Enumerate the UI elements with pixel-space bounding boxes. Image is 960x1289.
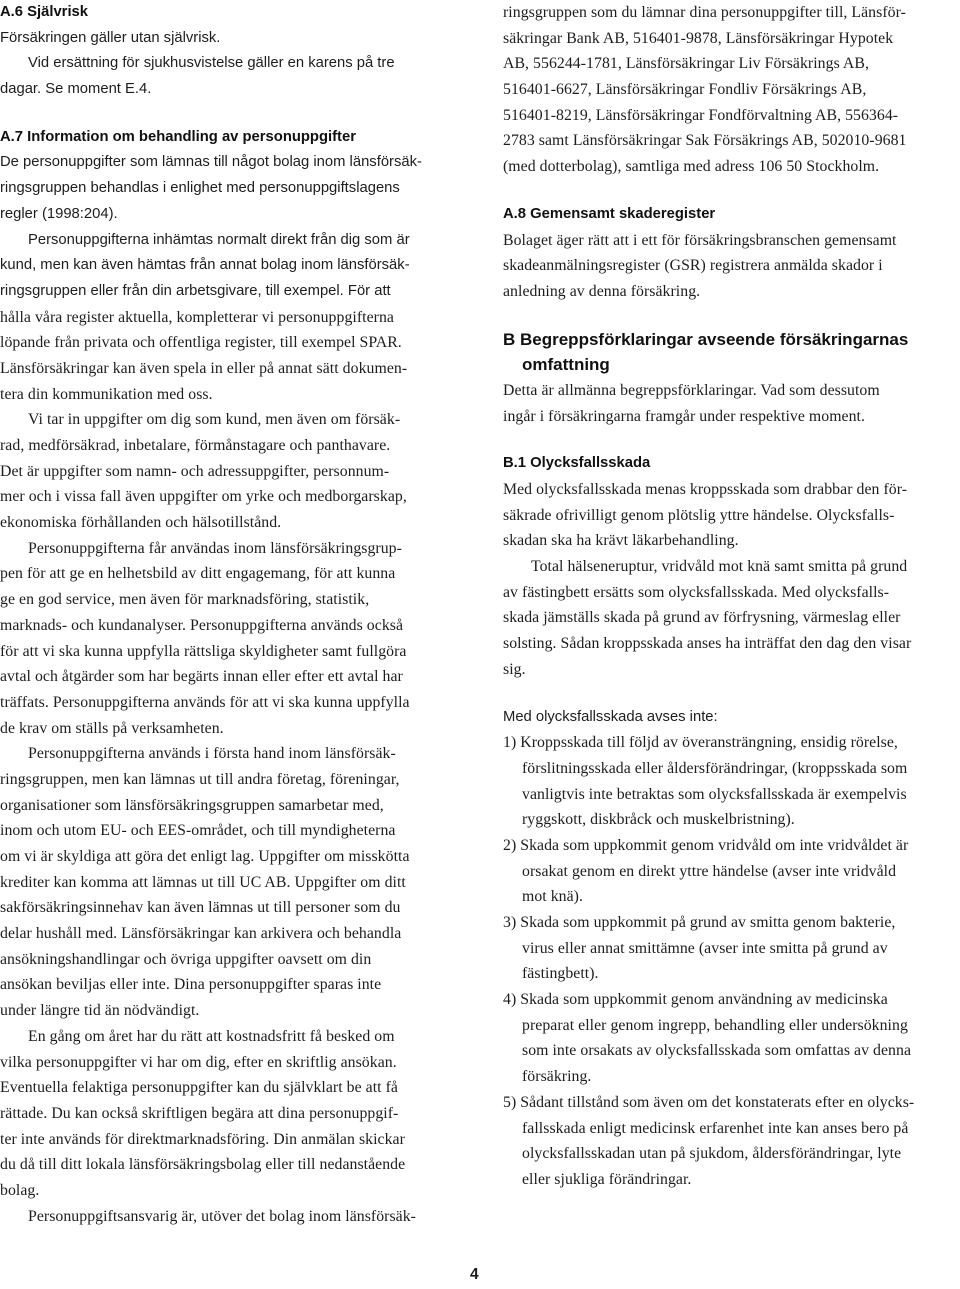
paragraph-line: under längre tid än nödvändigt. (0, 1002, 200, 1020)
paragraph-line: ringsgruppen eller från din arbetsgivare, till exempel. För att (0, 282, 391, 299)
paragraph-line: för att vi ska kunna uppfylla rättsliga skyldigheter samt fullgöra (0, 642, 407, 660)
paragraph-line: ingår i försäkringarna framgår under respektive moment. (503, 407, 865, 425)
exclusion-line: förslitningsskada eller åldersförändringar, (kroppsskada som (522, 759, 908, 777)
exclusion-item (503, 910, 960, 987)
paragraph-line: 516401-8219, Länsförsäkringar Fondförvaltning AB, 556364- (503, 106, 899, 124)
paragraph-line: regler (1998:204). (0, 205, 118, 222)
exclusion-line: 2) Skada som uppkommit genom vridvåld om inte vridvåldet är (503, 836, 909, 854)
section-heading-a8: A.8 Gemensamt skaderegister (503, 205, 716, 222)
exclusion-line: som inte orsakats av olycksfallsskada som omfattas av denna (522, 1042, 912, 1060)
exclusion-line: virus eller annat smittämne (avser inte smitta på grund av (522, 939, 888, 957)
paragraph-line: Bolaget äger rätt att i ett för försäkringsbranschen gemensamt (503, 231, 897, 249)
paragraph-line: hålla våra register aktuella, kompletterar vi personuppgifterna (0, 308, 394, 326)
exclusion-item (503, 833, 960, 910)
paragraph-line: tera din kommunikation med oss. (0, 385, 213, 403)
paragraph-line: de krav om ställs på verksamheten. (0, 719, 224, 737)
paragraph-line: Försäkringen gäller utan självrisk. (0, 29, 221, 46)
paragraph-line: löpande från privata och offentliga register, till exempel SPAR. (0, 334, 402, 352)
paragraph-line: sakförsäkringsinnehav kan även lämnas ut till personer som du (0, 899, 401, 917)
exclusion-line: ryggskott, diskbråck och muskelbristning). (522, 811, 795, 829)
paragraph-line: ringsgruppen behandlas i enlighet med personuppgiftslagens (0, 180, 400, 197)
paragraph-line: Detta är allmänna begreppsförklaringar. Vad som dessutom (503, 381, 880, 399)
right-column (503, 0, 960, 1193)
paragraph-line: träffats. Personuppgifterna används för att vi ska kunna uppfylla (0, 693, 410, 711)
paragraph-line: Eventuella felaktiga personuppgifter kan du självklart be att få (0, 1079, 398, 1097)
paragraph-line: om vi är skyldiga att göra det enligt lag. Uppgifter om misskötta (0, 848, 410, 865)
paragraph-line: skada jämställs skada på grund av förfrysning, värmeslag eller (503, 609, 901, 627)
paragraph-line: ter inte används för direktmarknadsföring. Din anmälan skickar (0, 1130, 405, 1148)
page-number: 4 (470, 1266, 479, 1283)
section-heading-b-continued: omfattning (522, 355, 610, 375)
paragraph-line: ringsgruppen, men kan lämnas ut till andra företag, föreningar, (0, 770, 400, 788)
paragraph-line: ekonomiska förhållanden och hälsotillstånd. (0, 514, 282, 532)
paragraph-line: anledning av denna försäkring. (503, 282, 701, 300)
paragraph-line: bolag. (0, 1181, 40, 1199)
paragraph-line: Total hälseneruptur, vridvåld mot knä samt smitta på grund (531, 558, 908, 576)
section-heading-b1: B.1 Olycksfallsskada (503, 455, 651, 472)
paragraph-line: Personuppgiftsansvarig är, utöver det bolag inom länsförsäk- (28, 1207, 416, 1225)
paragraph-line: Vid ersättning för sjukhusvistelse gäller en karens på tre (28, 55, 395, 72)
paragraph-line: Personuppgifterna inhämtas normalt direkt från dig som är (28, 231, 410, 248)
section-heading-a7: A.7 Information om behandling av personuppgifter (0, 128, 356, 145)
exclusion-line: vanligtvis inte betraktas som olycksfallsskada är exempelvis (522, 785, 907, 803)
paragraph-line: Vi tar in uppgifter om dig som kund, men även om försäk- (28, 411, 401, 429)
paragraph-line: rad, medförsäkrad, inbetalare, förmånstagare och panthavare. (0, 437, 391, 454)
paragraph-line: delar hushåll med. Länsförsäkringar kan arkivera och behandla (0, 925, 402, 943)
paragraph-line: En gång om året har du rätt att kostnadsfritt få besked om (28, 1027, 395, 1045)
paragraph-line: säkringar Bank AB, 516401-9878, Länsförsäkringar Hypotek (503, 29, 894, 47)
paragraph-line: säkrade ofrivilligt genom plötslig yttre händelse. Olycksfalls- (503, 506, 895, 524)
paragraph-line: rättade. Du kan också skriftligen begära att dina personuppgif- (0, 1104, 399, 1122)
paragraph-line: skadan ska ha krävt läkarbehandling. (503, 532, 739, 550)
paragraph-line: organisationer som länsförsäkringsgruppen samarbetar med, (0, 796, 384, 814)
exclusions-title: Med olycksfallsskada avses inte: (503, 708, 718, 725)
paragraph-line: pen för att ge en helhetsbild av ditt engagemang, för att kunna (0, 565, 396, 583)
exclusion-line: preparat eller genom ingrepp, behandling eller undersökning (522, 1016, 908, 1034)
paragraph-line: inom och utom EU- och EES-området, och till myndigheterna (0, 822, 396, 840)
exclusion-item (503, 1090, 960, 1193)
paragraph-line: ringsgruppen som du lämnar dina personuppgifter till, Länsför- (503, 4, 906, 21)
paragraph-line: marknads- och kundanalyser. Personuppgifterna används också (0, 616, 404, 634)
exclusion-item (503, 730, 960, 833)
paragraph-line: ge en god service, men även för marknadsföring, statistik, (0, 591, 370, 609)
section-heading-a6: A.6 Självrisk (0, 4, 89, 20)
paragraph-line: 2783 samt Länsförsäkringar Sak Försäkrings AB, 502010-9681 (503, 132, 907, 150)
paragraph-line: ansökan beviljas eller inte. Dina personuppgifter sparas inte (0, 976, 382, 994)
exclusion-item (503, 987, 960, 1090)
paragraph-line: du då till ditt lokala länsförsäkringsbolag eller till nedanstående (0, 1156, 406, 1174)
left-column (0, 0, 462, 1229)
exclusion-line: 4) Skada som uppkommit genom användning av medicinska (503, 991, 888, 1009)
paragraph-line: dagar. Se moment E.4. (0, 81, 152, 98)
exclusion-line: försäkring. (522, 1068, 592, 1086)
paragraph-line: kund, men kan även hämtas från annat bolag inom länsförsäk- (0, 257, 410, 274)
paragraph-line: (med dotterbolag), samtliga med adress 106 50 Stockholm. (503, 158, 880, 176)
paragraph-line: skadeanmälningsregister (GSR) registrera anmälda skador i (503, 257, 883, 275)
exclusion-line: eller sjukliga förändringar. (522, 1170, 692, 1188)
paragraph-line: av fästingbett ersätts som olycksfallsskada. Med olycksfalls- (503, 583, 890, 601)
paragraph-line: De personuppgifter som lämnas till något bolag inom länsförsäk- (0, 154, 422, 171)
paragraph-line: Det är uppgifter som namn- och adressuppgifter, personnum- (0, 462, 390, 480)
section-heading-b: B Begreppsförklaringar avseende försäkringarnas (503, 329, 909, 349)
paragraph-line: mer och i vissa fall även uppgifter om yrke och medborgarskap, (0, 488, 407, 506)
paragraph-line: avtal och åtgärder som har begärts innan eller efter ett avtal har (0, 668, 403, 686)
exclusion-line: olycksfallsskadan utan på sjukdom, åldersförändringar, lyte (522, 1145, 902, 1163)
exclusion-line: 3) Skada som uppkommit på grund av smitta genom bakterie, (503, 914, 896, 931)
exclusion-line: fallsskada enligt medicinsk erfarenhet inte kan anses bero på (522, 1119, 909, 1137)
exclusion-line: 5) Sådant tillstånd som även om det konstaterats efter en olycks- (503, 1093, 915, 1111)
paragraph-line: Länsförsäkringar kan även spela in eller på annat sätt dokumen- (0, 359, 408, 377)
paragraph-line: solsting. Sådan kroppsskada anses ha inträffat den dag den visar (503, 635, 912, 653)
paragraph-line: vilka personuppgifter vi har om dig, efter en skriftlig ansökan. (0, 1053, 397, 1071)
paragraph-line: Personuppgifterna används i första hand inom länsförsäk- (28, 745, 396, 763)
paragraph-line: Med olycksfallsskada menas kroppsskada som drabbar den för- (503, 481, 908, 498)
exclusion-line: 1) Kroppsskada till följd av överansträngning, ensidig rörelse, (503, 734, 898, 752)
paragraph-line: 516401-6627, Länsförsäkringar Fondliv Försäkrings AB, (503, 81, 867, 99)
paragraph-line: AB, 556244-1781, Länsförsäkringar Liv Försäkrings AB, (503, 55, 869, 73)
exclusion-line: fästingbett). (522, 965, 599, 983)
paragraph-line: Personuppgifterna får användas inom länsförsäkringsgrup- (28, 539, 402, 557)
paragraph-line: krediter kan komma att lämnas ut till UC AB. Uppgifter om ditt (0, 873, 406, 891)
paragraph-line: sig. (503, 660, 526, 678)
exclusion-line: orsakat genom en direkt yttre händelse (avser inte vridvåld (522, 862, 897, 880)
paragraph-line: ansökningshandlingar och övriga uppgifter oavsett om din (0, 950, 372, 968)
exclusion-line: mot knä). (522, 888, 583, 906)
